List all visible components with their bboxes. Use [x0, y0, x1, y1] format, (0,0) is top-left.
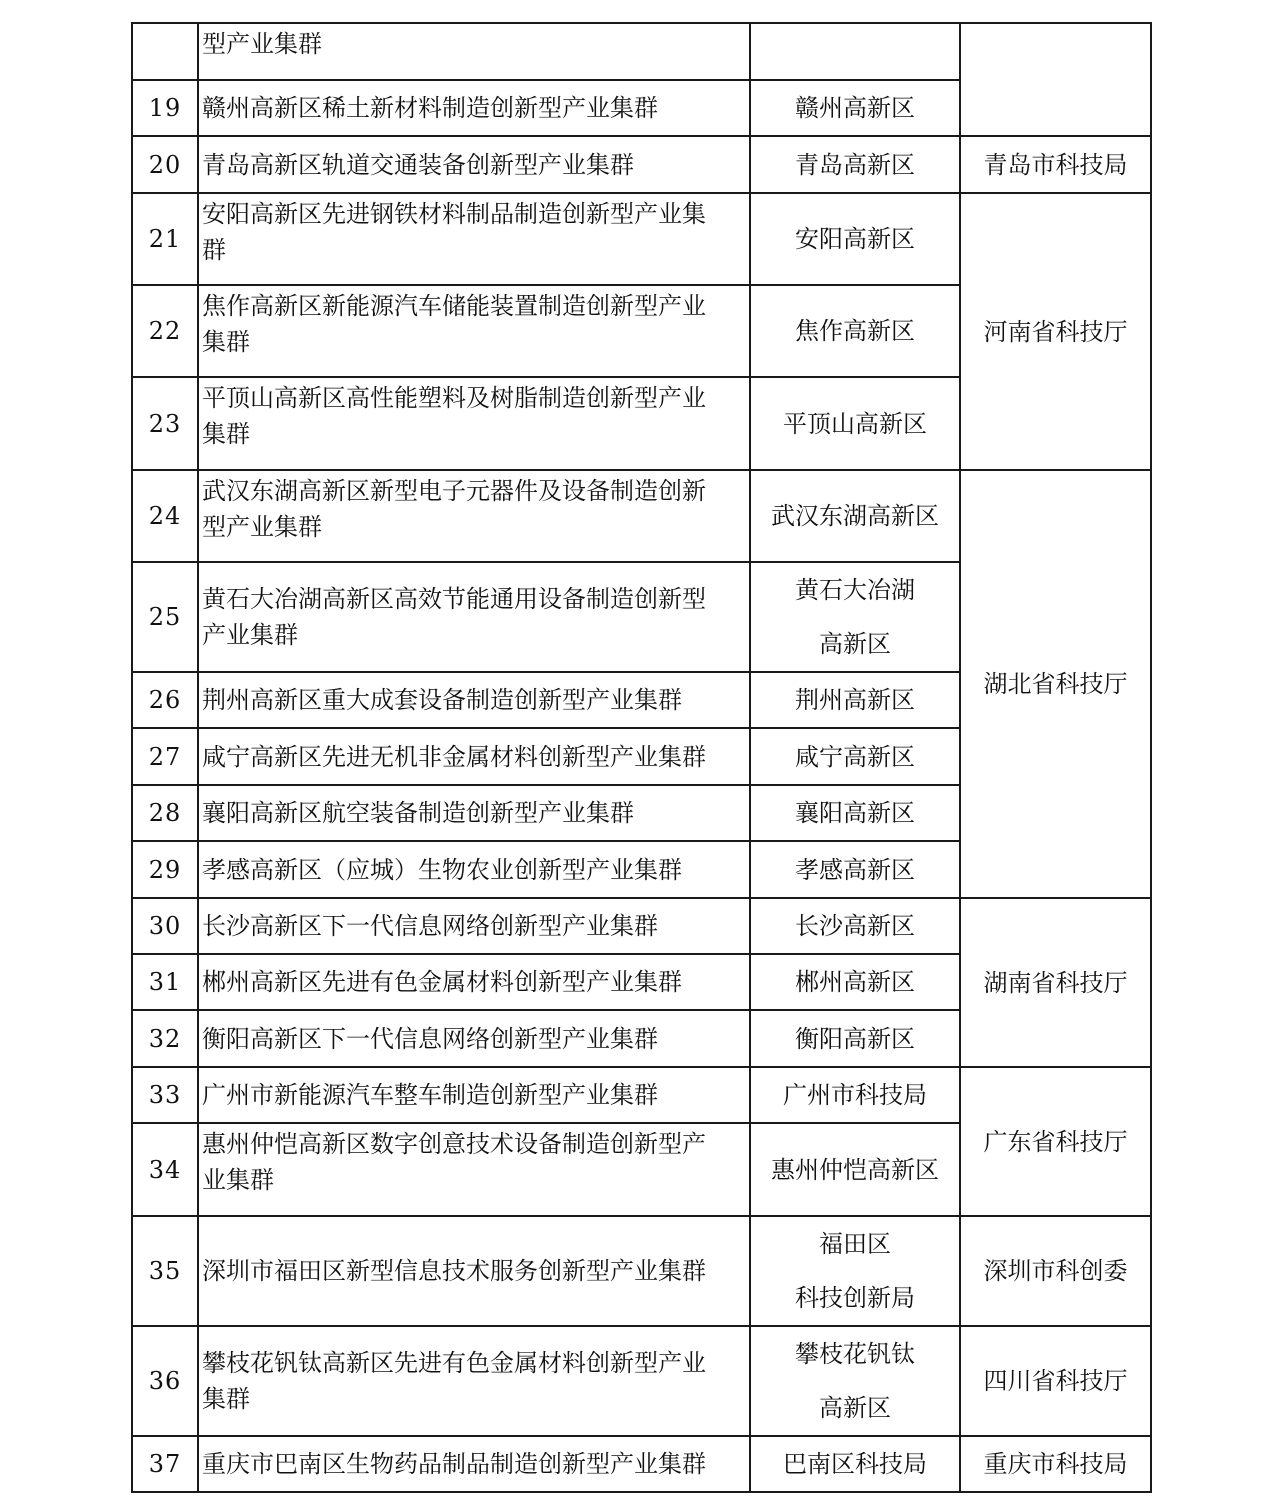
cluster-name — [198, 1436, 750, 1492]
cluster-name-line: 黄石大冶湖高新区高效节能通用设备制造创新型 — [202, 585, 706, 613]
cluster-name — [198, 898, 750, 954]
cluster-name-line: 惠州仲恺高新区数字创意技术设备制造创新型产 — [202, 1130, 706, 1158]
row-number: 32 — [132, 1010, 198, 1067]
cluster-name-line: 郴州高新区先进有色金属材料创新型产业集群 — [202, 968, 682, 996]
row-number: 37 — [132, 1436, 198, 1492]
zone-name — [750, 1216, 960, 1326]
table-row — [132, 1326, 1151, 1436]
zone-name: 孝感高新区 — [750, 841, 960, 898]
row-number: 30 — [132, 898, 198, 954]
cluster-name-line: 武汉东湖高新区新型电子元器件及设备制造创新 — [202, 477, 706, 505]
cluster-name — [198, 285, 750, 377]
row-number: 27 — [132, 728, 198, 785]
authority-name: 广东省科技厅 — [960, 1067, 1151, 1216]
cluster-name-line: 衡阳高新区下一代信息网络创新型产业集群 — [202, 1024, 658, 1053]
cluster-name-line: 攀枝花钒钛高新区先进有色金属材料创新型产业 — [202, 1349, 706, 1377]
zone-name-line: 攀枝花钒钛 — [795, 1340, 915, 1368]
table-row — [132, 23, 1151, 80]
cluster-name — [198, 785, 750, 841]
cluster-name-line: 集群 — [202, 1385, 250, 1413]
table-row — [132, 1216, 1151, 1326]
cluster-name-line: 荆州高新区重大成套设备制造创新型产业集群 — [202, 686, 682, 714]
zone-name: 青岛高新区 — [750, 136, 960, 193]
zone-name: 惠州仲恺高新区 — [750, 1123, 960, 1216]
authority-name: 重庆市科技局 — [960, 1436, 1151, 1492]
row-number: 28 — [132, 785, 198, 841]
cluster-name-line: 业集群 — [202, 1166, 274, 1194]
zone-name: 武汉东湖高新区 — [750, 470, 960, 562]
zone-name: 广州市科技局 — [750, 1067, 960, 1123]
row-number: 25 — [132, 562, 198, 672]
cluster-name-line: 安阳高新区先进钢铁材料制品制造创新型产业集 — [202, 200, 706, 228]
row-number: 34 — [132, 1123, 198, 1216]
row-number: 20 — [132, 136, 198, 193]
zone-name — [750, 1326, 960, 1436]
zone-name: 长沙高新区 — [750, 898, 960, 954]
zone-name: 安阳高新区 — [750, 193, 960, 285]
row-number: 36 — [132, 1326, 198, 1436]
row-number: 19 — [132, 80, 198, 136]
row-number: 23 — [132, 377, 198, 470]
cluster-name — [198, 1123, 750, 1216]
cluster-name — [198, 672, 750, 728]
cluster-name — [198, 23, 750, 80]
zone-name: 衡阳高新区 — [750, 1010, 960, 1067]
table-row — [132, 470, 1151, 562]
cluster-name-line: 型产业集群 — [202, 513, 322, 541]
zone-name-line: 高新区 — [819, 630, 891, 658]
zone-name-line: 黄石大冶湖 — [795, 576, 915, 604]
table-row — [132, 898, 1151, 954]
authority-name: 深圳市科创委 — [960, 1216, 1151, 1326]
cluster-name — [198, 562, 750, 672]
authority-name: 青岛市科技局 — [960, 136, 1151, 193]
cluster-name-line: 长沙高新区下一代信息网络创新型产业集群 — [202, 912, 658, 940]
row-number: 33 — [132, 1067, 198, 1123]
zone-name: 巴南区科技局 — [750, 1436, 960, 1492]
cluster-name — [198, 728, 750, 785]
cluster-name-line: 重庆市巴南区生物药品制品制造创新型产业集群 — [202, 1450, 706, 1478]
authority-name: 湖北省科技厅 — [960, 470, 1151, 898]
cluster-name-line: 孝感高新区（应城）生物农业创新型产业集群 — [202, 855, 682, 884]
cluster-name — [198, 1010, 750, 1067]
zone-name: 咸宁高新区 — [750, 728, 960, 785]
authority-name — [960, 23, 1151, 136]
cluster-name — [198, 136, 750, 193]
table-row — [132, 1067, 1151, 1123]
cluster-name-line: 深圳市福田区新型信息技术服务创新型产业集群 — [202, 1257, 706, 1285]
cluster-name — [198, 841, 750, 898]
cluster-name — [198, 193, 750, 285]
zone-name-line: 高新区 — [819, 1394, 891, 1422]
cluster-name — [198, 1067, 750, 1123]
row-number: 35 — [132, 1216, 198, 1326]
row-number: 21 — [132, 193, 198, 285]
zone-name: 郴州高新区 — [750, 954, 960, 1010]
cluster-name — [198, 80, 750, 136]
cluster-name-line: 广州市新能源汽车整车制造创新型产业集群 — [202, 1081, 658, 1109]
cluster-name-line: 平顶山高新区高性能塑料及树脂制造创新型产业 — [202, 384, 706, 412]
authority-name: 河南省科技厅 — [960, 193, 1151, 470]
cluster-name-line: 集群 — [202, 328, 250, 356]
cluster-name — [198, 954, 750, 1010]
row-number: 22 — [132, 285, 198, 377]
cluster-name — [198, 1216, 750, 1326]
zone-name-line: 科技创新局 — [795, 1284, 915, 1312]
row-number: 24 — [132, 470, 198, 562]
table-row — [132, 136, 1151, 193]
cluster-name-line: 咸宁高新区先进无机非金属材料创新型产业集群 — [202, 742, 706, 771]
zone-name: 襄阳高新区 — [750, 785, 960, 841]
zone-name — [750, 23, 960, 80]
row-number: 26 — [132, 672, 198, 728]
cluster-name-line: 青岛高新区轨道交通装备创新型产业集群 — [202, 150, 634, 179]
table-row — [132, 193, 1151, 285]
authority-name: 四川省科技厅 — [960, 1326, 1151, 1436]
table-row — [132, 1436, 1151, 1492]
row-number — [132, 23, 198, 80]
cluster-name-line: 赣州高新区稀土新材料制造创新型产业集群 — [202, 94, 658, 122]
zone-name: 焦作高新区 — [750, 285, 960, 377]
zone-name: 赣州高新区 — [750, 80, 960, 136]
cluster-name — [198, 377, 750, 470]
zone-name — [750, 562, 960, 672]
cluster-name-line: 型产业集群 — [202, 30, 322, 58]
cluster-name-line: 集群 — [202, 420, 250, 448]
row-number: 29 — [132, 841, 198, 898]
zone-name-line: 福田区 — [819, 1230, 891, 1258]
cluster-table — [131, 22, 1152, 1493]
cluster-name — [198, 1326, 750, 1436]
zone-name: 荆州高新区 — [750, 672, 960, 728]
cluster-name — [198, 470, 750, 562]
cluster-name-line: 群 — [202, 236, 226, 264]
cluster-name-line: 焦作高新区新能源汽车储能装置制造创新型产业 — [202, 292, 706, 320]
cluster-name-line: 襄阳高新区航空装备制造创新型产业集群 — [202, 799, 634, 827]
row-number: 31 — [132, 954, 198, 1010]
authority-name: 湖南省科技厅 — [960, 898, 1151, 1067]
cluster-name-line: 产业集群 — [202, 621, 298, 649]
zone-name: 平顶山高新区 — [750, 377, 960, 470]
